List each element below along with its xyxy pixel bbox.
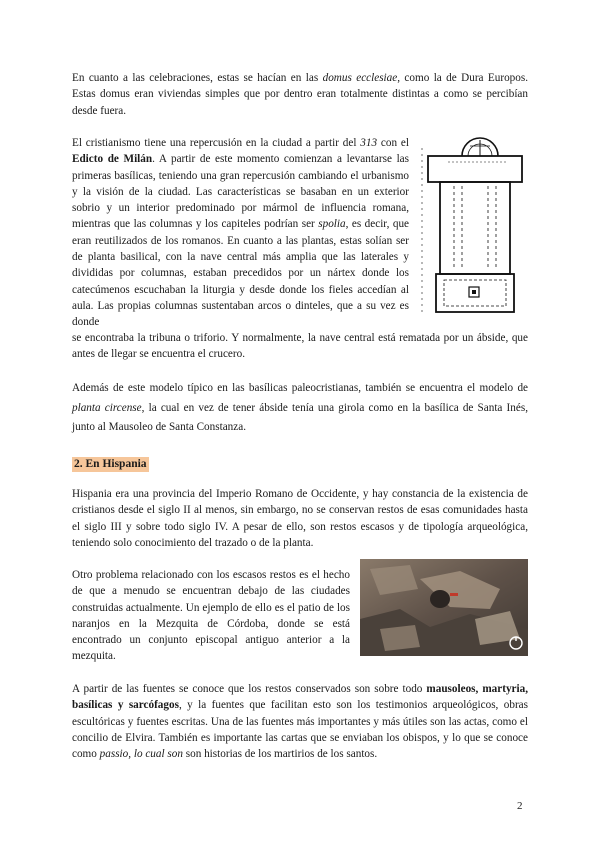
- edicto-de-milan: Edicto de Milán: [72, 153, 153, 166]
- paragraph-planta-circense: Además de este modelo típico en las basílicas paleocristianas, también se encuentra el modelo de planta circense, la cual en vez de tener ábside tenía una girola como en la basílica de Santa Inés, junto al Mausoleo de Santa Constanza.: [72, 382, 528, 433]
- paragraph-hispania: Hispania era una provincia del Imperio Romano de Occidente, y hay constancia de la existencia de cristianos desde el siglo II al menos, sin embargo, no se conservan restos de esas comunidades hasta el siglo III y sobre todo siglo IV. A pesar de ello, son restos escasos y de tipología arqueológica, teniendo solo conocimiento del trazado o de la planta.: [72, 488, 528, 549]
- paragraph-cristianismo-cont: se encontraba la tribuna o triforio. Y normalmente, la nave central está rematada por un ábside, que antes de llegar se encuentra el crucero.: [72, 332, 528, 361]
- excavation-photo: [360, 559, 528, 656]
- page-number: 2: [517, 800, 523, 812]
- term-passio: passio, lo cual son: [99, 748, 183, 761]
- basilica-floor-plan-figure: [418, 134, 530, 316]
- year-313: 313: [360, 137, 378, 149]
- restos-list: mausoleos, martyria, basílicas y sarcófagos: [72, 683, 528, 712]
- term-domus-ecclesiae: domus ecclesiae: [322, 72, 398, 84]
- term-spolia: spolia: [318, 218, 346, 231]
- paragraph-restos: Otro problema relacionado con los escasos restos es el hecho de que a menudo se encuentran debajo de las ciudades construidas actualmente. Un ejemplo de ello es el patio de los naranjos en la Mezquita de Córdoba, donde se está encontrado un conjunto episcopal antiguo anterior a la mezquita.: [72, 569, 350, 663]
- paragraph-cristianismo: El cristianismo tiene una repercusión en la ciudad a partir del 313 con el Edicto de Milán. A partir de este momento comienzan a levantarse las primeras basílicas, teniendo una gran repercusión cambiando el urbanismo y la visión de la ciudad. Las características se basaban en un exterior sobrio y un interior predominado por mármol de influencia romana, mientras que las columnas y los capiteles podrían ser spolia, es decir, que eran reutilizados de los romanos. En cuanto a las plantas, estas solían ser de planta basilical, con la nave central más amplia que las laterales y divididas por columnas, estaban precedidos por un nártex donde los catecúmenos escuchaban la liturgia y desde donde los fieles accedían al aula. Las propias columnas sustentaban arcos o dinteles, que a su vez es donde: [72, 137, 410, 329]
- term-planta-circense: planta circense: [72, 401, 142, 414]
- paragraph-fuentes: A partir de las fuentes se conoce que los restos conservados son sobre todo mausoleos, martyria, basílicas y sarcófagos, y la fuentes que facilitan esto son los testimonios arqueológicos, obras escultóricas y fuentes escritas. Una de las fuentes más importantes y más útiles son las actas, como el concilio de Elvira. También es importante las cartas que se enviaban los obispos, y lo que se conoce como passio, lo cual son son historias de los martirios de los santos.: [72, 683, 528, 761]
- paragraph-domus: En cuanto a las celebraciones, estas se hacían en las domus ecclesiae, como la de Dura Europos. Estas domus eran viviendas simples que por dentro eran totalmente distintas a como se percibían desde fuera.: [72, 72, 528, 117]
- section-heading-hispania: 2. En Hispania: [74, 458, 147, 470]
